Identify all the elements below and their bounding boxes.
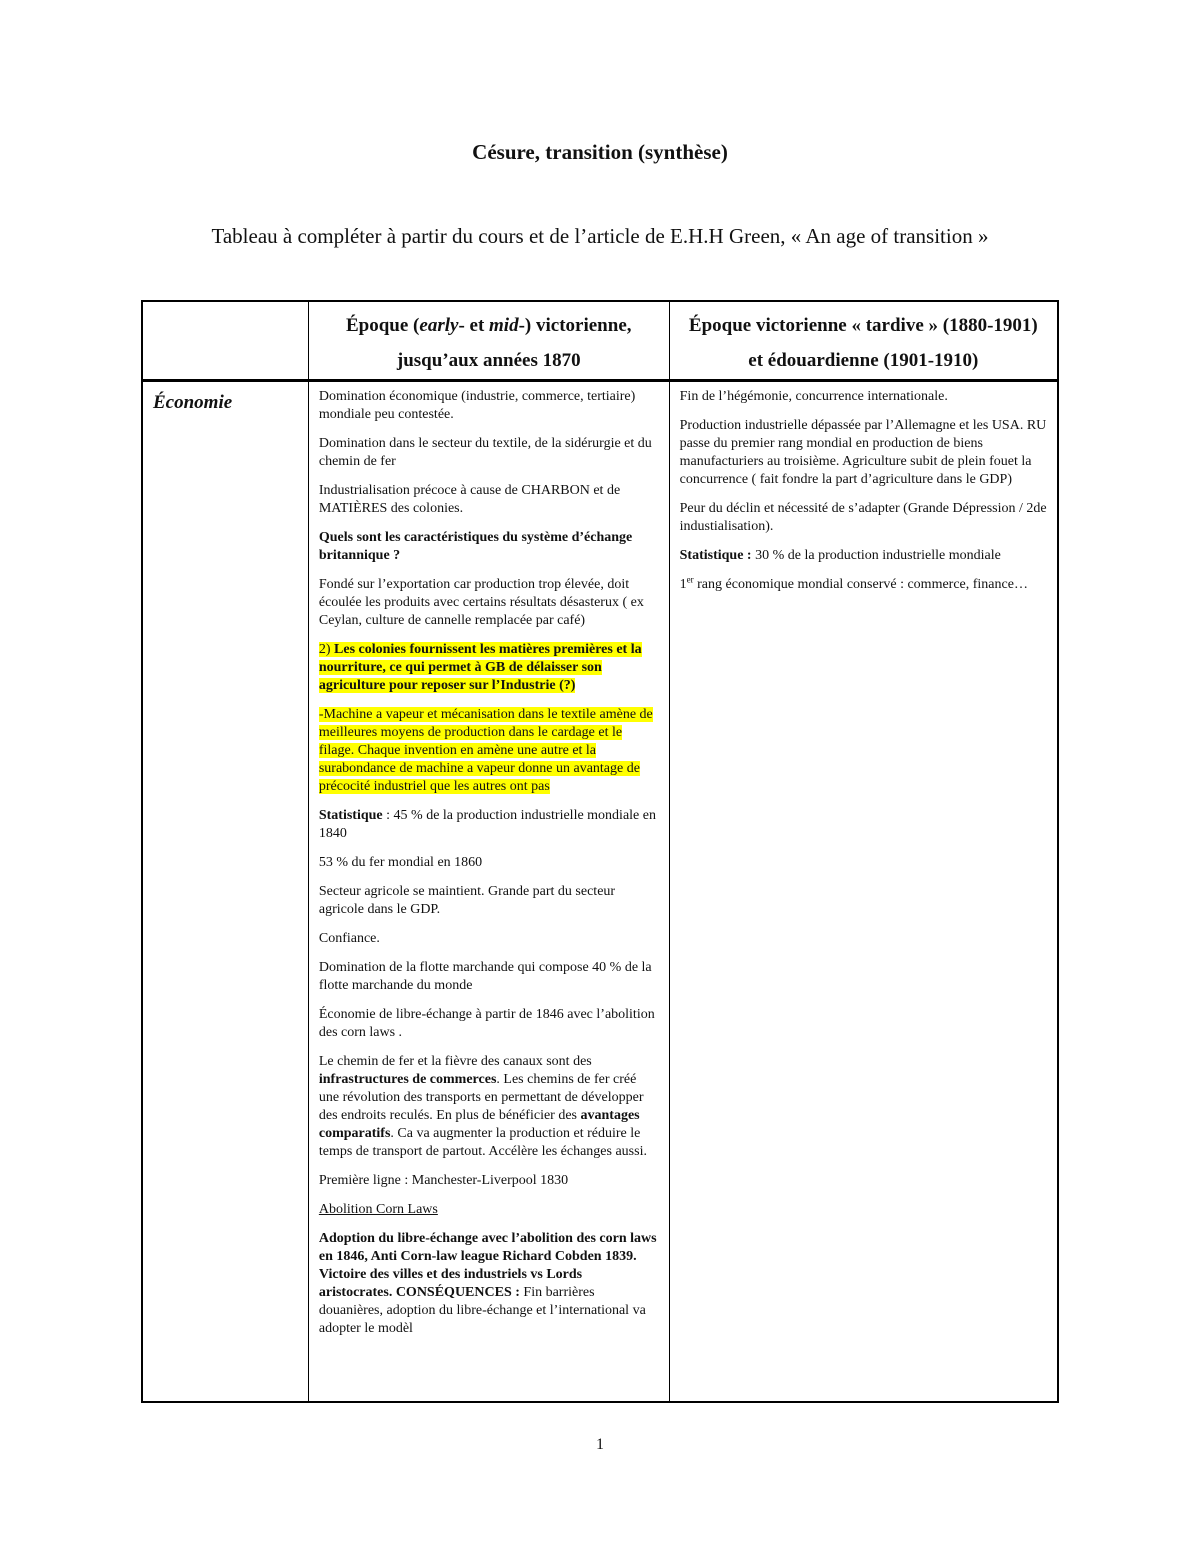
table-header-row	[142, 301, 1058, 381]
row-label: Économie	[142, 381, 308, 1403]
header-late-victorian: Époque victorienne « tardive » (1880-1901) et édouardienne (1901-1910)	[669, 301, 1058, 381]
document-subtitle: Tableau à compléter à partir du cours et de l’article de E.H.H Green, « An age of transition »	[211, 224, 989, 248]
document-title: Césure, transition (synthèse)	[472, 140, 728, 164]
header-empty-cell	[142, 301, 308, 381]
cell-late-economy: Fin de l’hégémonie, concurrence internationale. Production industrielle dépassée par l’Allemagne et les USA. RU passe du premier rang mondial en production de biens manufacturiers au troisième. Agriculture subit de plein fouet la concurrence ( fait fondre la part d’agriculture dans le GDP) Peur du déclin et nécessité de s’adapter (Grande Dépression / 2de industialisation). Statistique : 30 % de la production industrielle mondiale 1er rang économique mondial conservé : commerce, finance…	[669, 381, 1058, 1403]
cell-early-economy: Domination économique (industrie, commerce, tertiaire) mondiale peu contestée. Domination dans le secteur du textile, de la sidérurgie et du chemin de fer Industrialisation précoce à cause de CHARBON et de MATIÈRES des colonies. Quels sont les caractéristiques du système d’échange britannique ? Fondé sur l’exportation car production trop élevée, doit écoulée les produits avec certains résultats désasterux ( ex Ceylan, culture de cannelle remplacée par café) 2) Les colonies fournissent les matières premières et la nourriture, ce qui permet à GB de délaisser son agriculture pour reposer sur l’Industrie (?) -Machine a vapeur et mécanisation dans le textile amène de meilleures moyens de production dans le cardage et le filage. Chaque invention en amène une autre et la surabondance de machine a vapeur donne un avantage de précocité industriel que les autres ont pas Statistique : 45 % de la production industrielle mondiale en 1840 53 % du fer mondial en 1860 Secteur agricole se maintient. Grande part du secteur agricole dans le GDP. Confiance. Domination de la flotte marchande qui compose 40 % de la flotte marchande du monde Économie de libre-échange à partir de 1846 avec l’abolition des corn laws . Le chemin de fer et la fièvre des canaux sont des infrastructures de commerces. Les chemins de fer créé une révolution des transports en permettant de développer des endroits reculés. En plus de bénéficier des avantages comparatifs. Ca va augmenter la production et réduire le temps de transport de partout. Accélère les échanges aussi. Première ligne : Manchester-Liverpool 1830 Abolition Corn Laws Adoption du libre-échange avec l’abolition des corn laws en 1846, Anti Corn-law league Richard Cobden 1839. Victoire des villes et des industriels vs Lords aristocrates. CONSÉQUENCES : Fin barrières douanières, adoption du libre-échange et l’international va adopter le modèl	[308, 381, 669, 1403]
synthesis-table	[141, 300, 1059, 1403]
header-early-victorian: Époque (early- et mid-) victorienne, jusqu’aux années 1870	[308, 301, 669, 381]
table-row-economie	[142, 381, 1058, 1403]
page-number: 1	[596, 1436, 604, 1453]
